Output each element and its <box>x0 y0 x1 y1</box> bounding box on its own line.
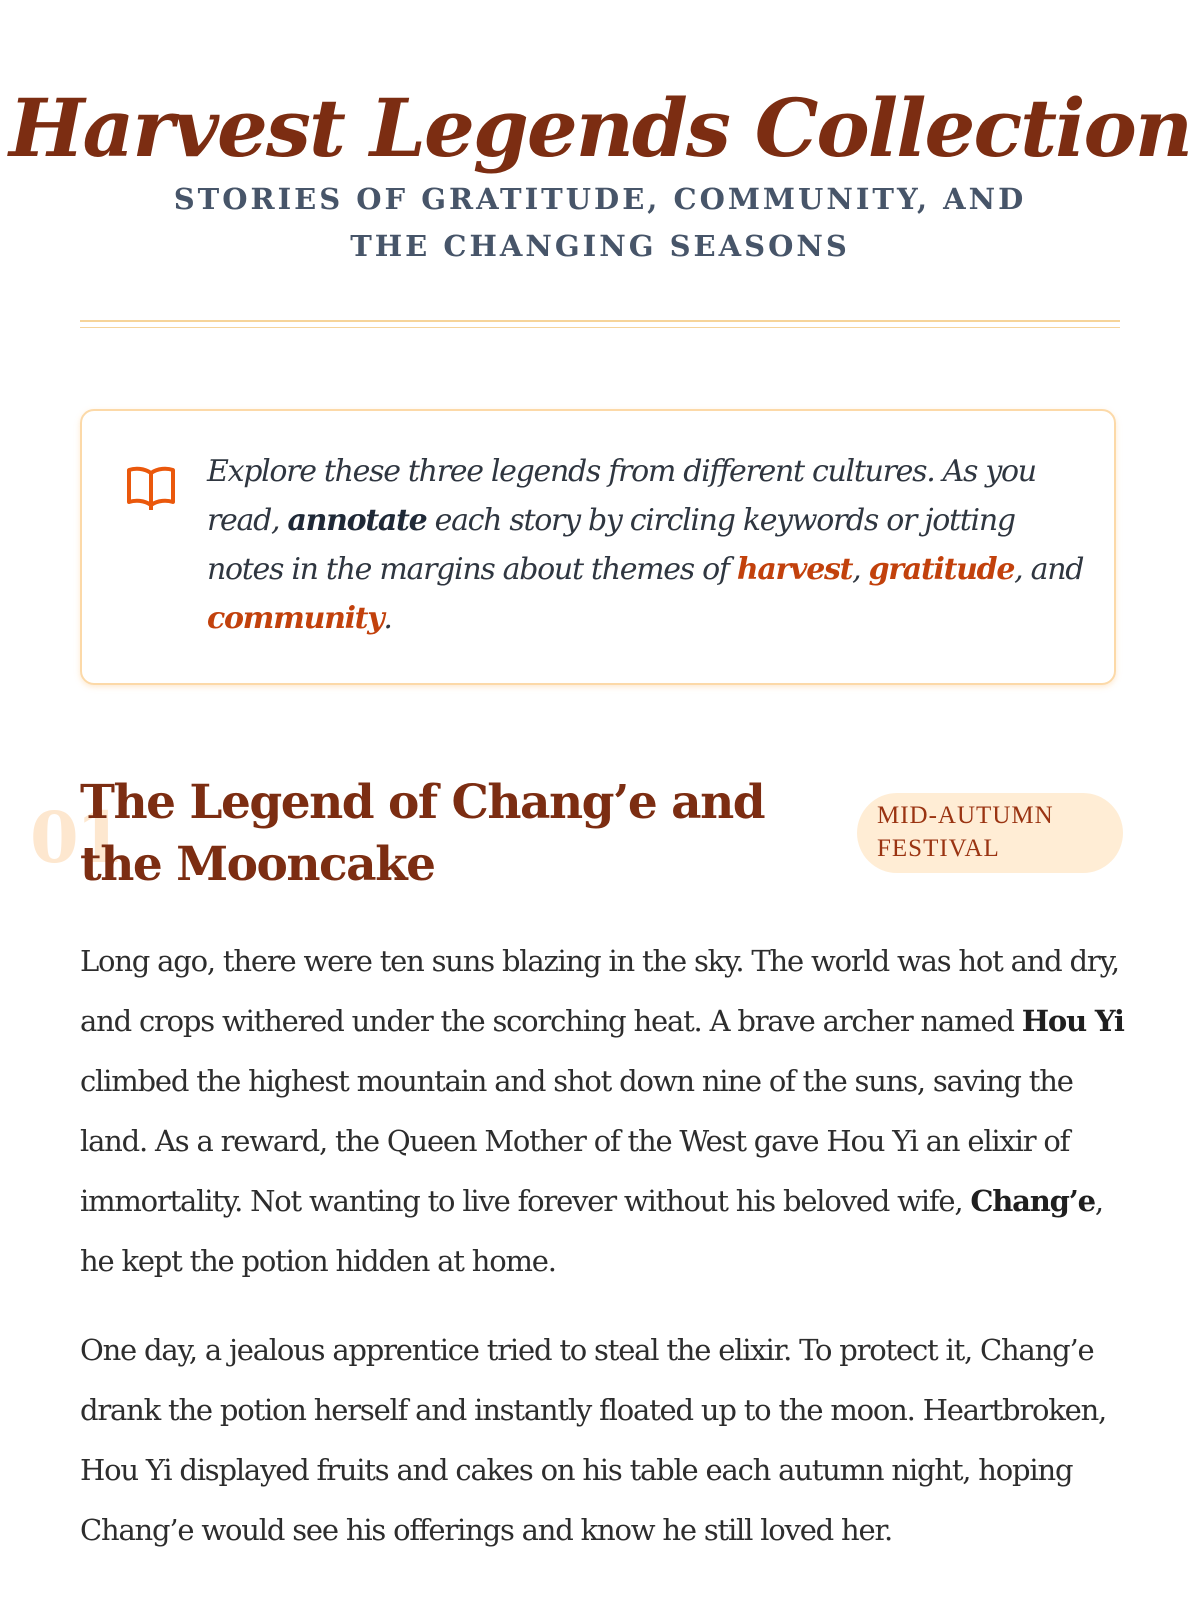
story-title: The Legend of Chang’e and the Mooncake <box>80 775 765 892</box>
paragraph-text: climbed the highest mountain and shot down nine of the suns, saving the land. As a reward, the Queen Mother of the West gave Hou Yi an elixir of immortality. Not wanting to live forever without his beloved wife, <box>80 1064 1073 1218</box>
page-subtitle: STORIES OF GRATITUDE, COMMUNITY, AND THE CHANGING SEASONS <box>173 182 1027 263</box>
page-title: Harvest Legends Collection <box>8 81 1192 175</box>
festival-tag: MID-AUTUMN FESTIVAL <box>857 793 1123 873</box>
theme-harvest: harvest <box>736 552 853 587</box>
character-name-change: Chang’e <box>970 1184 1095 1218</box>
story-number: 01 <box>30 796 122 879</box>
instructions-part: each story by circling keywords or jotting notes in the margins about themes of <box>207 503 1015 587</box>
paragraph-text: , he kept the potion hidden at home. <box>80 1184 1103 1278</box>
instructions-separator: , <box>852 552 869 587</box>
header-divider-thin <box>80 327 1120 328</box>
paragraph-text: Long ago, there were ten suns blazing in the sky. The world was hot and dry, and crops withered under the scorching heat. A brave archer named <box>80 944 1119 1038</box>
theme-gratitude: gratitude <box>868 552 1015 587</box>
instructions-part: Explore these three legends from different cultures. As you read, <box>207 454 1036 538</box>
character-name-hou-yi: Hou Yi <box>1021 1004 1124 1038</box>
instructions-text <box>207 447 1087 643</box>
open-book-icon <box>126 465 176 511</box>
instructions-box <box>80 409 1116 685</box>
instructions-end: . <box>383 601 392 636</box>
story-paragraph-2: One day, a jealous apprentice tried to steal the elixir. To protect it, Chang’e drank the potion herself and instantly floated up to the moon. Heartbroken, Hou Yi displayed fruits and cakes on his table each autumn night, hoping Chang’e would see his offerings and know he still loved her. <box>80 1333 1107 1547</box>
header-divider <box>80 320 1120 322</box>
story-paragraph-1 <box>80 931 1125 1291</box>
theme-community: community <box>207 601 384 636</box>
instructions-keyword-annotate: annotate <box>287 503 427 538</box>
instructions-separator: , and <box>1014 552 1084 587</box>
